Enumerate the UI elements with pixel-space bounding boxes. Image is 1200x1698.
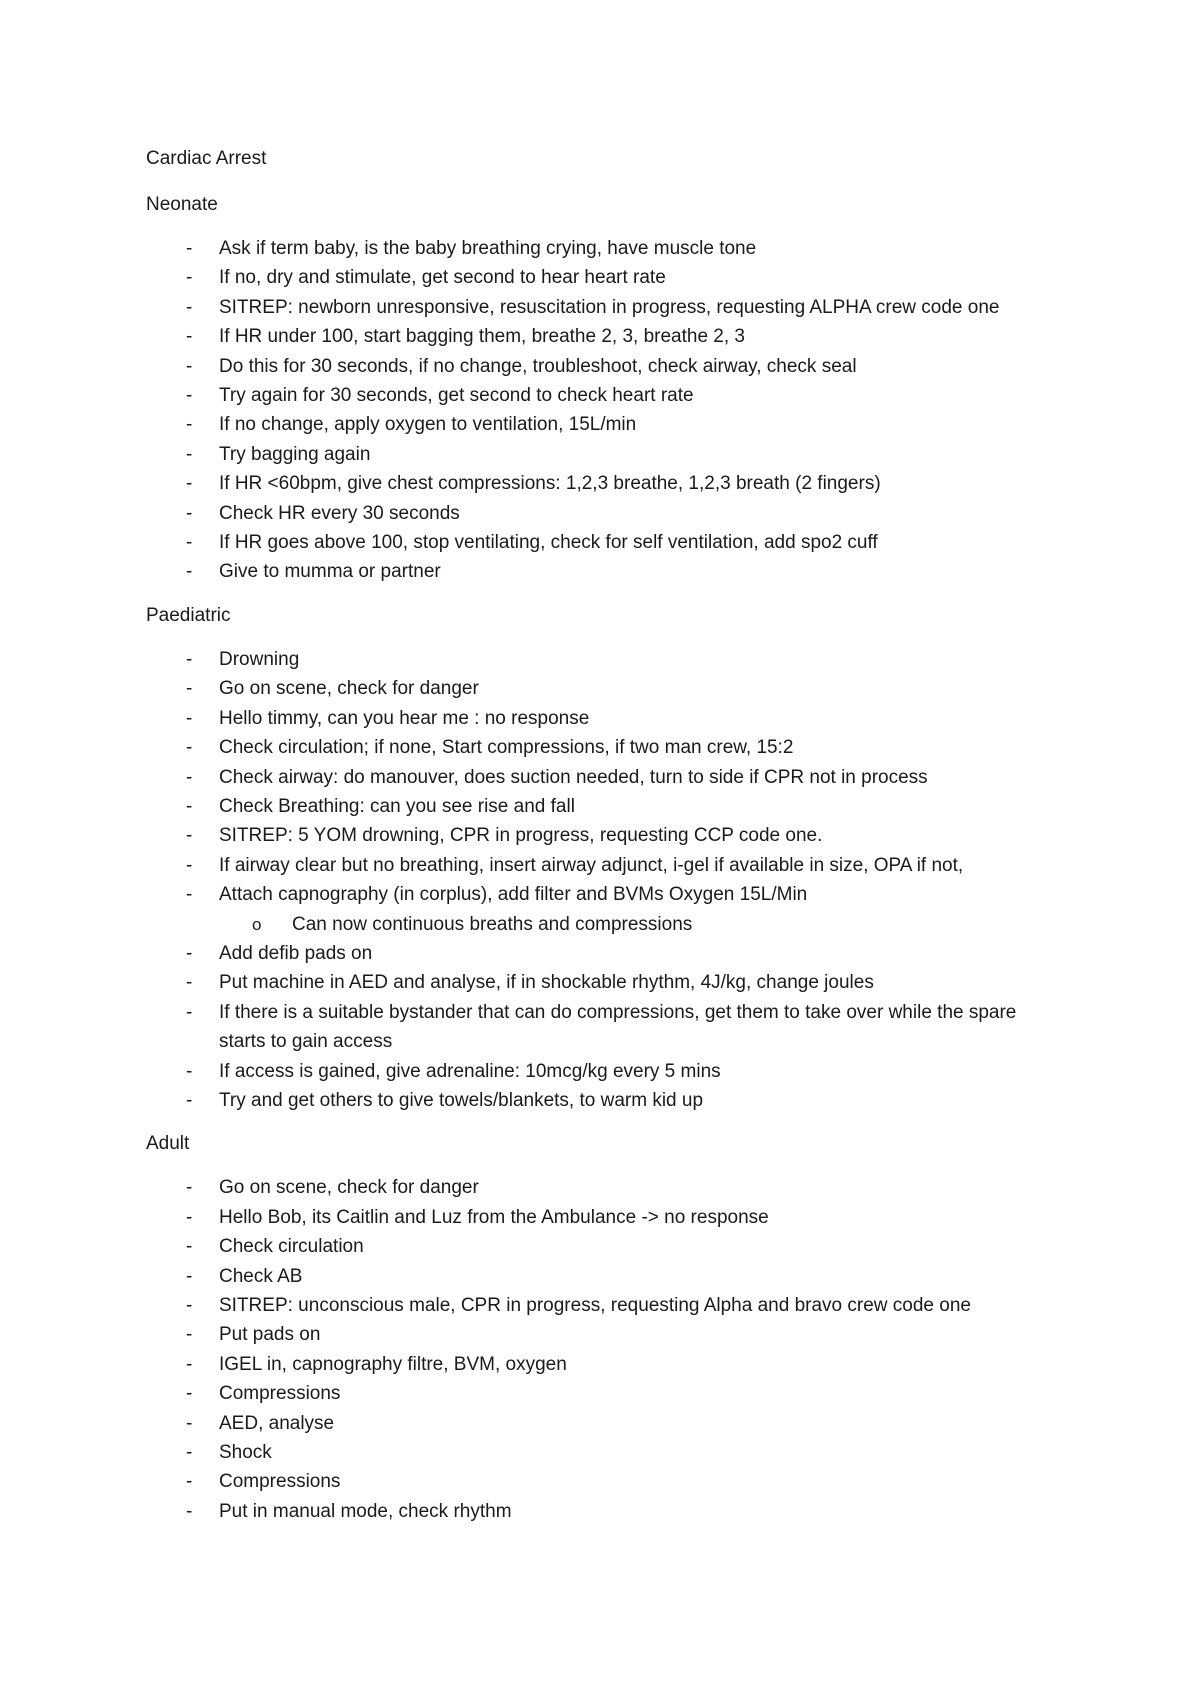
list-item [146,1379,1066,1408]
list-item [146,851,1066,880]
bullet-list-neonate [146,234,1066,587]
bullet-marker: - [186,355,193,377]
list-item-text: Check circulation; if none, Start compressions, if two man crew, 15:2 [219,737,794,759]
list-item-text: If HR goes above 100, stop ventilating, check for self ventilation, add spo2 cuff [219,532,878,554]
bullet-list-paediatric [146,645,1066,1116]
bullet-marker: - [186,1060,193,1082]
list-item-text: If there is a suitable bystander that can do compressions, get them to take over while the spare starts to gain access [219,1001,1017,1053]
list-item-text: If no, dry and stimulate, get second to hear heart rate [219,267,666,289]
list-item [146,322,1066,351]
list-item-text: Put pads on [219,1324,321,1346]
list-item-text: IGEL in, capnography filtre, BVM, oxygen [219,1353,567,1375]
list-item-text: Put in manual mode, check rhythm [219,1500,512,1522]
list-item [146,557,1066,586]
bullet-marker: - [186,1353,193,1375]
list-item [146,234,1066,263]
bullet-marker: - [186,1471,193,1493]
list-item-text: Give to mumma or partner [219,561,441,583]
list-item [146,1438,1066,1467]
bullet-marker: - [186,678,193,700]
list-item-text: Hello timmy, can you hear me : no response [219,707,590,729]
bullet-marker: - [186,972,193,994]
document-body [146,146,1066,1542]
bullet-marker: - [186,737,193,759]
list-item-text: SITREP: newborn unresponsive, resuscitation in progress, requesting ALPHA crew code one [219,296,1000,318]
bullet-marker: - [186,326,193,348]
list-item [146,704,1066,733]
list-item [146,733,1066,762]
bullet-marker: - [186,854,193,876]
bullet-marker: - [186,795,193,817]
bullet-marker: - [186,648,193,670]
list-item-text: If no change, apply oxygen to ventilation, 15L/min [219,414,637,436]
list-item-text: Add defib pads on [219,942,373,964]
bullet-marker: - [186,884,193,906]
bullet-marker: - [186,1001,193,1023]
bullet-marker: - [186,414,193,436]
list-item-text: Can now continuous breaths and compressions [292,913,693,935]
bullet-marker: - [186,561,193,583]
bullet-marker: - [186,238,193,259]
list-item [146,1497,1066,1526]
list-item-text: Put machine in AED and analyse, if in shockable rhythm, 4J/kg, change joules [219,972,874,994]
list-item-text: If access is gained, give adrenaline: 10mcg/kg every 5 mins [219,1060,721,1082]
list-item [146,528,1066,557]
list-item-text: Do this for 30 seconds, if no change, troubleshoot, check airway, check seal [219,355,857,377]
list-item-text: If HR <60bpm, give chest compressions: 1,2,3 breathe, 1,2,3 breath (2 fingers) [219,473,881,495]
list-item-text: Check Breathing: can you see rise and fall [219,795,575,817]
bullet-marker: - [186,1265,193,1287]
list-item [146,674,1066,703]
bullet-marker: - [186,1324,193,1346]
list-item [146,352,1066,381]
list-item [146,821,1066,850]
list-item [146,469,1066,498]
bullet-marker: - [186,385,193,407]
list-item [146,1350,1066,1379]
list-item [146,1232,1066,1261]
list-item-text: Check AB [219,1265,303,1287]
bullet-marker: - [186,1295,193,1316]
bullet-marker: - [186,296,193,318]
list-item-text: If airway clear but no breathing, insert airway adjunct, i-gel if available in size, OPA if not, [219,854,964,876]
list-item [146,1262,1066,1291]
list-item-text: Shock [219,1442,272,1464]
list-item-text: If HR under 100, start bagging them, breathe 2, 3, breathe 2, 3 [219,326,745,348]
bullet-marker: - [186,473,193,495]
bullet-marker: - [186,1442,193,1464]
sub-bullet-marker: o [252,914,262,934]
list-item [146,1320,1066,1349]
list-item [146,410,1066,439]
list-item [146,939,1066,968]
list-item [146,792,1066,821]
bullet-marker: - [186,1206,193,1228]
bullet-marker: - [186,825,193,847]
list-item-text: Check circulation [219,1236,364,1258]
bullet-marker: - [186,267,193,289]
section-heading-paediatric: Paediatric [146,604,231,626]
list-item-text: Compressions [219,1383,341,1405]
list-item [146,499,1066,528]
bullet-marker: - [186,1383,193,1405]
section-heading-neonate: Neonate [146,194,218,215]
bullet-list-adult [146,1173,1066,1526]
bullet-marker: - [186,1500,193,1522]
list-item-text: Go on scene, check for danger [219,1177,479,1199]
list-item [146,381,1066,410]
list-item [146,1173,1066,1202]
list-item [146,998,1066,1057]
list-item-text: Hello Bob, its Caitlin and Luz from the Ambulance -> no response [219,1206,769,1228]
list-item-text: Check airway: do manouver, does suction needed, turn to side if CPR not in process [219,766,928,788]
list-item [146,968,1066,997]
list-item [146,440,1066,469]
bullet-marker: - [186,532,193,554]
list-item [146,1057,1066,1086]
bullet-marker: - [186,766,193,788]
list-item [146,763,1066,792]
list-item-text: Try and get others to give towels/blankets, to warm kid up [219,1089,704,1111]
list-item-text: Try bagging again [219,443,371,465]
list-item [146,263,1066,292]
bullet-marker: - [186,1412,193,1434]
bullet-marker: - [186,1089,193,1111]
bullet-marker: - [186,502,193,524]
list-item-text: Ask if term baby, is the baby breathing crying, have muscle tone [219,238,757,259]
bullet-marker: - [186,1177,193,1199]
list-item-text: AED, analyse [219,1412,335,1434]
list-item-text: SITREP: 5 YOM drowning, CPR in progress, requesting CCP code one. [219,825,823,847]
list-item-text: Attach capnography (in corplus), add filter and BVMs Oxygen 15L/Min [219,884,808,906]
list-item-text: Drowning [219,648,300,670]
list-item [146,1291,1066,1320]
list-item [146,645,1066,674]
list-item [146,1467,1066,1496]
list-item [146,1203,1066,1232]
bullet-marker: - [186,443,193,465]
list-item-text: Check HR every 30 seconds [219,502,460,524]
list-item [146,1086,1066,1115]
list-item-text: Go on scene, check for danger [219,678,479,700]
list-item-text: Try again for 30 seconds, get second to check heart rate [219,385,694,407]
sections-container [146,192,1066,1526]
list-item-text: Compressions [219,1471,341,1493]
list-item [146,880,1066,909]
bullet-marker: - [186,707,193,729]
list-item [146,293,1066,322]
document-title: Cardiac Arrest [146,148,267,169]
list-item-text: SITREP: unconscious male, CPR in progress, requesting Alpha and bravo crew code one [219,1295,971,1316]
sub-list-item [146,910,1066,939]
section-heading-adult: Adult [146,1133,190,1155]
bullet-marker: - [186,942,193,964]
bullet-marker: - [186,1236,193,1258]
list-item [146,1409,1066,1438]
